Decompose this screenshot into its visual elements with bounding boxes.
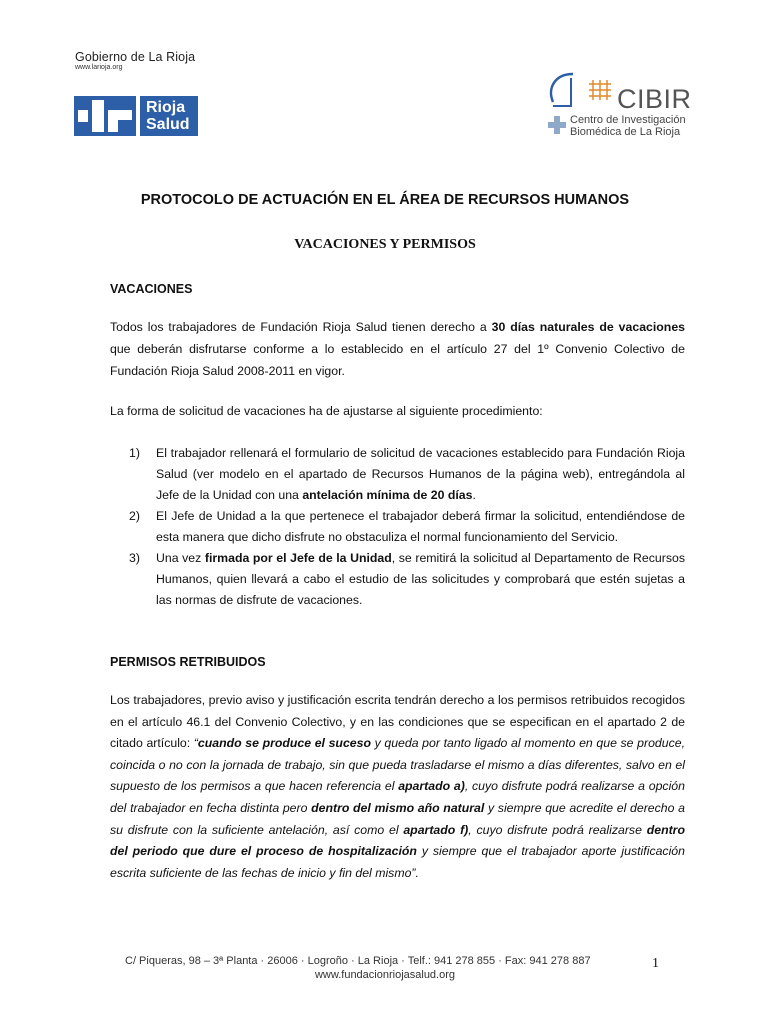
footer-website: www.fundacionriojasalud.org (314, 969, 456, 981)
cibir-name: CIBIR (617, 84, 692, 114)
section-heading-permisos: PERMISOS RETRIBUIDOS (110, 655, 266, 669)
document-subtitle: VACACIONES Y PERMISOS (294, 237, 476, 252)
list-item: 1) El trabajador rellenará el formulario de solicitud de vacaciones establecido para Fundación Rioja Salud (ver modelo en el apartado de Recursos Humanos de la página web), entregándola al Jefe de la Unidad con una antelación mínima de 20 días. (129, 446, 685, 502)
document-title: PROTOCOLO DE ACTUACIÓN EN EL ÁREA DE RECURSOS HUMANOS (140, 192, 630, 208)
vacaciones-paragraph-2: La forma de solicitud de vacaciones ha de ajustarse al siguiente procedimiento: (110, 404, 543, 418)
footer-address: C/ Piqueras, 98 – 3ª Planta · 26006 · Logroño · La Rioja · Telf.: 941 278 855 · Fax: 941 278 887 (125, 955, 591, 967)
section-heading-vacaciones: VACACIONES (110, 282, 193, 296)
cibir-emblem-icon (545, 70, 620, 115)
cibir-cross-icon (548, 116, 566, 134)
list-item: 2) El Jefe de Unidad a la que pertenece el trabajador deberá firmar la solicitud, entendiéndose de esta manera que dicho disfrute no obstaculiza el normal funcionamiento del Servicio. (129, 509, 685, 544)
list-item: 3) Una vez firmada por el Jefe de la Unidad, se remitirá la solicitud al Departamento de Recursos Humanos, quien llevará a cabo el estudio de las solicitudes y comprobará que estén sujetas a las normas de disfrute de vacaciones. (129, 551, 685, 607)
page-number: 1 (652, 956, 659, 971)
permisos-paragraph: Los trabajadores, previo aviso y justificación escrita tendrán derecho a los permisos retribuidos recogidos en el artículo 46.1 del Convenio Colectivo, y en las condiciones que se especifican en el apartado 2 de citado artículo: “cuando se produce el suceso y queda por tanto ligado al momento en que se produce, coincida o no con la jornada de trabajo, sin que pueda trasladarse el mismo a días diferentes, salvo en el supuesto de los permisos a que hacen referencia el apartado a), cuyo disfrute podrá realizarse a opción del trabajador en fecha distinta pero dentro del mismo año natural y siempre que acredite el derecho a su disfrute con la suficiente antelación, así como el apartado f), cuyo disfrute podrá realizarse dentro del periodo que dure el proceso de hospitalización y siempre que el trabajador aporte justificación escrita suficiente de las fechas de inicio y fin del mismo”. (110, 693, 685, 880)
rioja-salud-logo (74, 96, 198, 136)
government-url: www.larioja.org (75, 64, 123, 71)
rioja-salud-wordmark: Rioja Salud (140, 96, 198, 136)
cibir-subtitle-line1: Centro de Investigación (570, 114, 686, 126)
cibir-logo (545, 70, 705, 140)
rioja-salud-cross-icon (74, 96, 136, 136)
cibir-subtitle-line2: Biomédica de La Rioja (570, 126, 681, 138)
vacaciones-paragraph-1: Todos los trabajadores de Fundación Rioja Salud tienen derecho a 30 días naturales de vacaciones que deberán disfrutarse conforme a lo establecido en el artículo 27 del 1º Convenio Colectivo de Fundación Rioja Salud 2008-2011 en vigor. (110, 320, 685, 378)
government-name: Gobierno de La Rioja (75, 50, 196, 64)
